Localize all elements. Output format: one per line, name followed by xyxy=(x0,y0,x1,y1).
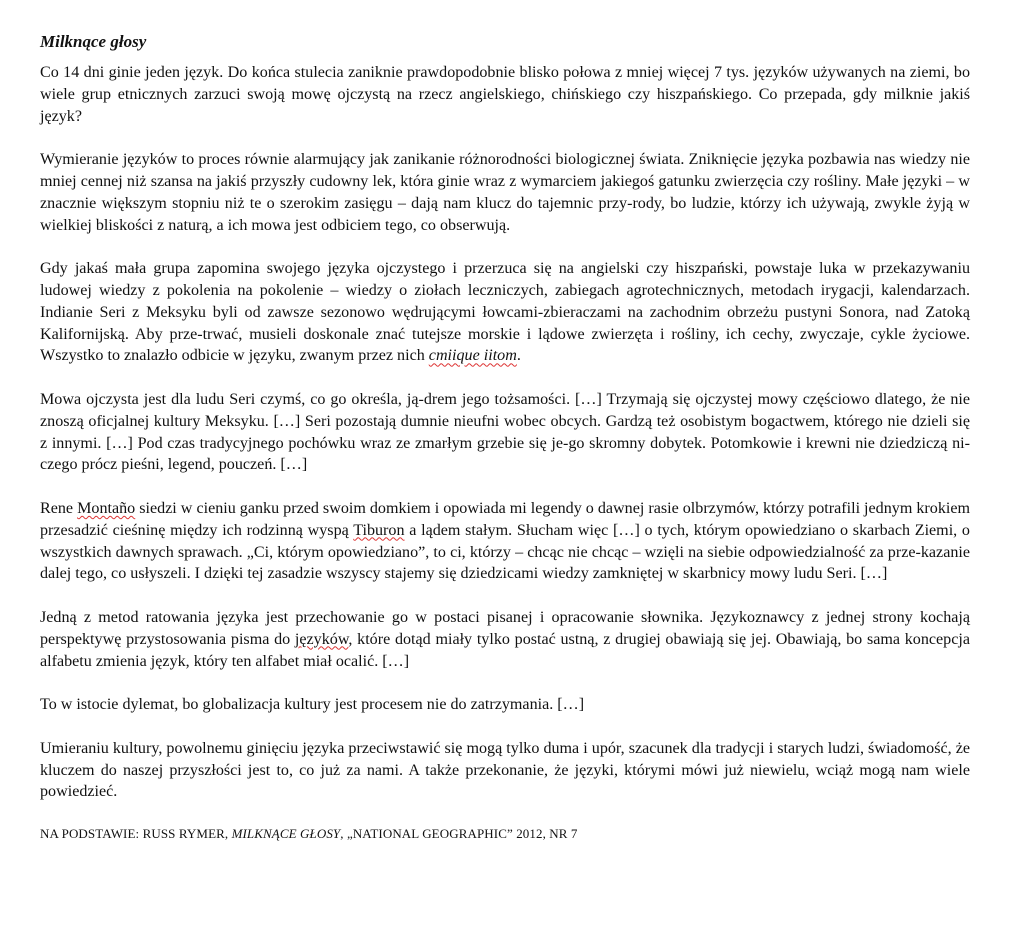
paragraph-text: Umieraniu kultury, powolnemu ginięciu języka przeciwstawić się mogą tylko duma i upór, szacunek dla tradycji i starych ludzi, świadomość, że kluczem do naszej przyszłości jest to, co już za nami. A także przekonanie, że języki, którymi mówi już niewielu, wciąż mogą nam wiele powiedzieć. xyxy=(40,739,970,801)
paragraph-text: Gdy jakaś mała grupa zapomina swojego języka ojczystego i przerzuca się na angielski czy hiszpański, powstaje luka w przekazywaniu ludowej wiedzy z pokolenia na pokolenie – wiedzy o ziołach leczniczych, zabiegach agrotechnicznych, metodach irygacji, kalendarzach. Indianie Seri z Meksyku byli od zawsze sezonowo wędrującymi łowcami-zbieraczami na zachodnim obrzeżu pustyni Sonora, nad Zatoką Kalifornijską. Aby prze-trwać, musieli doskonale znać tutejsze morskie i lądowe zwierzęta i rośliny, ich cechy, zwyczaje, cykle życiowe. Wszystko to znalazło odbicie w języku, zwanym przez nich xyxy=(40,260,970,365)
paragraph-text: Mowa ojczysta jest dla ludu Seri czymś, co go określa, ją-drem jego tożsamości. […] Trzymają się ojczystej mowy częściowo dlatego, że nie znoszą oficjalnej kultury Meksyku. […] Seri pozostają dumnie nieufni wobec obcych. Gardzą też osobistym bogactwem, którego nie dzieli się z innymi. […] Pod czas tradycyjnego pochówku wraz ze zmarłym grzebie się je-go skromny dobytek. Potomkowie i krewni nie dziedziczą ni-czego prócz pieśni, legend, pouczeń. […] xyxy=(40,390,970,474)
paragraph-text: Co 14 dni ginie jeden język. Do końca stulecia zaniknie prawdopodobnie blisko połowa z mniej więcej 7 tys. języków używanych na ziemi, bo wiele grup etnicznych zarzuci swoją mowę ojczystą na rzecz angielskiego, chińskiego czy hiszpańskiego. Co przepada, gdy milknie jakiś język? xyxy=(40,64,970,125)
paragraph xyxy=(40,389,970,476)
paragraph xyxy=(40,62,970,127)
paragraph-text: To w istocie dylemat, bo globalizacja kultury jest procesem nie do zatrzymania. […] xyxy=(40,696,585,714)
paragraph xyxy=(40,258,970,367)
source-citation xyxy=(40,825,970,843)
paragraph-text: . xyxy=(516,347,521,365)
document-title: Milknące głosy xyxy=(40,32,147,51)
document-page xyxy=(40,30,970,843)
paragraph-text: Jedną z metod ratowania języka jest przechowanie go w postaci pisanej i opracowanie słownika. Językoznawcy z jednej strony kochają perspektywę przystosowania pisma do xyxy=(40,608,970,648)
paragraph xyxy=(40,738,970,803)
source-title: MILKNĄCE GŁOSY xyxy=(231,825,341,841)
paragraph xyxy=(40,498,970,585)
paragraph-text: , które dotąd miały tylko postać ustną, z drugiej obawiają się jej. Obawiają, bo sama koncepcja alfabetu zmienia język, który ten alfabet miał ocalić. […] xyxy=(40,630,970,670)
document-body xyxy=(40,62,970,803)
spellcheck-word: Montaño xyxy=(77,499,136,517)
source-prefix: NA PODSTAWIE: RUSS RYMER, xyxy=(40,825,232,841)
source-suffix: , „NATIONAL GEOGRAPHIC” 2012, NR 7 xyxy=(340,825,578,841)
paragraph xyxy=(40,694,970,716)
italic-term: cmiique iitom xyxy=(428,347,517,365)
paragraph-text: siedzi w cieniu ganku przed swoim domkiem i opowiada mi legendy o dawnej rasie olbrzymów, którzy potrafili jednym krokiem przesadzić cieśninę między ich rodzinną wyspą xyxy=(40,499,970,539)
paragraph-text: Wymieranie języków to proces równie alarmujący jak zanikanie różnorodności biologicznej świata. Zniknięcie języka pozbawia nas wiedzy nie mniej cennej niż szansa na jakiś przyszły cudowny lek, która ginie wraz z wymarciem jakiegoś gatunku zwierzęcia czy rośliny. Małe języki – w znacznie większym stopniu niż te o szerokim zasięgu – dają nam klucz do tajemnic przy-rody, bo ludzie, którzy ich używają, zwykle żyją w wielkiej bliskości z naturą, a ich mowa jest odbiciem tego, co obserwują. xyxy=(40,151,970,234)
paragraph-text: Rene xyxy=(40,499,78,517)
spellcheck-word: języków xyxy=(294,630,349,648)
paragraph xyxy=(40,149,970,236)
paragraph xyxy=(40,607,970,672)
paragraph-text: a lądem stałym. Słucham więc […] o tych, którym opowiedziano o skarbach Ziemi, o wszystkich dawnych sprawach. „Ci, którym opowiedziano”, to ci, którzy – chcąc nie chcąc – wzięli na siebie odpowiedzialność za prze-kazanie dalej tego, co usłyszeli. I dzięki tej zasadzie wszyscy stajemy się dziedzicami wiedzy zamkniętej w skarbnicy mowy ludu Seri. […] xyxy=(40,521,970,583)
spellcheck-word: Tiburon xyxy=(353,521,405,539)
